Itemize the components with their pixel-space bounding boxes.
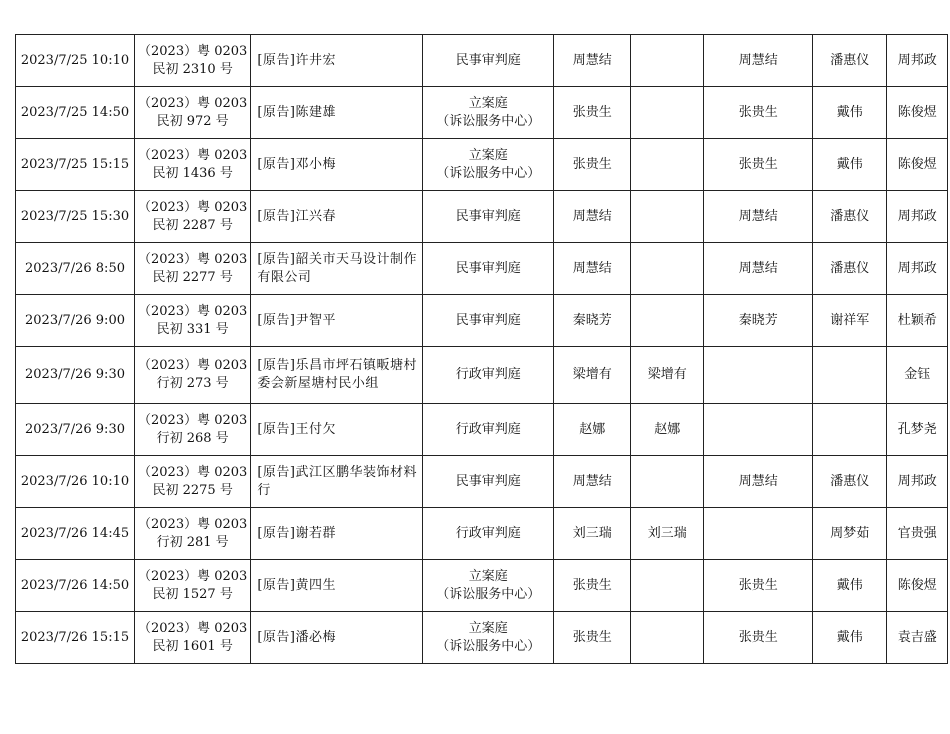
person-name: 张贵生 <box>572 629 612 645</box>
party-name: [原告]尹智平 <box>257 312 336 328</box>
person-cell-1 <box>554 508 631 560</box>
person-cell-3 <box>704 347 813 404</box>
case-number-cell <box>135 508 251 560</box>
person-name: 陈俊煜 <box>897 104 937 120</box>
case-number-cell <box>135 191 251 243</box>
person-name: 戴伟 <box>836 156 863 172</box>
court-division-cell <box>423 243 554 295</box>
court-division: 立案庭 <box>468 620 508 636</box>
party-cell <box>251 139 423 191</box>
person-cell-5 <box>887 243 948 295</box>
person-cell-5 <box>887 456 948 508</box>
person-name: 周梦茹 <box>830 525 870 541</box>
case-number-cell <box>135 404 251 456</box>
person-name: 张贵生 <box>738 629 778 645</box>
case-number-cell <box>135 560 251 612</box>
person-cell-4 <box>813 139 887 191</box>
person-cell-4 <box>813 295 887 347</box>
case-number-cell <box>135 35 251 87</box>
person-name: 周邦政 <box>897 208 937 224</box>
court-division-sub: （诉讼服务中心） <box>436 638 541 654</box>
hearing-time-cell <box>16 612 135 664</box>
person-name: 秦晓芳 <box>738 312 778 328</box>
person-name: 周慧结 <box>738 52 778 68</box>
person-name: 张贵生 <box>572 577 612 593</box>
case-number-id: 民初 2275 号 <box>152 482 233 498</box>
party-name: [原告]王付欠 <box>257 421 336 437</box>
person-cell-2 <box>631 456 704 508</box>
person-cell-5 <box>887 35 948 87</box>
table-row <box>16 295 948 347</box>
person-cell-2 <box>631 191 704 243</box>
court-division: 立案庭 <box>468 568 508 584</box>
court-division: 立案庭 <box>468 95 508 111</box>
person-name: 赵娜 <box>654 421 681 437</box>
person-name: 张贵生 <box>738 156 778 172</box>
person-name: 陈俊煜 <box>897 156 937 172</box>
person-name: 潘惠仪 <box>830 208 870 224</box>
person-cell-3 <box>704 191 813 243</box>
hearing-time-cell <box>16 87 135 139</box>
person-cell-5 <box>887 404 948 456</box>
person-name: 周邦政 <box>897 260 937 276</box>
person-cell-2 <box>631 87 704 139</box>
person-cell-5 <box>887 612 948 664</box>
person-cell-5 <box>887 347 948 404</box>
case-number-cell <box>135 139 251 191</box>
person-cell-1 <box>554 191 631 243</box>
person-cell-2 <box>631 404 704 456</box>
case-number-id: 民初 331 号 <box>156 321 229 337</box>
hearing-time: 2023/7/25 10:10 <box>20 52 130 68</box>
party-name: [原告]江兴春 <box>257 208 336 224</box>
court-division-cell <box>423 560 554 612</box>
party-name: [原告]韶关市天马设计制作有限公司 <box>257 251 417 285</box>
court-division-cell <box>423 191 554 243</box>
court-division: 民事审判庭 <box>455 312 521 328</box>
person-name: 潘惠仪 <box>830 52 870 68</box>
party-name: [原告]谢若群 <box>257 525 336 541</box>
person-name: 张贵生 <box>738 104 778 120</box>
case-number-year: （2023）粤 0203 <box>138 358 248 373</box>
table-row <box>16 87 948 139</box>
party-cell <box>251 404 423 456</box>
case-number-year: （2023）粤 0203 <box>138 95 248 111</box>
person-cell-4 <box>813 404 887 456</box>
hearing-time-cell <box>16 191 135 243</box>
hearing-time: 2023/7/26 8:50 <box>25 260 125 276</box>
table-row <box>16 612 948 664</box>
court-division-cell <box>423 87 554 139</box>
court-division-cell <box>423 456 554 508</box>
person-cell-5 <box>887 508 948 560</box>
person-cell-1 <box>554 404 631 456</box>
hearing-time: 2023/7/26 14:45 <box>20 525 130 541</box>
person-name: 赵娜 <box>579 421 606 437</box>
case-number-id: 行初 273 号 <box>156 376 229 391</box>
party-name: [原告]乐昌市坪石镇畈塘村委会新屋塘村民小组 <box>257 358 417 391</box>
hearing-time: 2023/7/26 10:10 <box>20 473 130 489</box>
hearing-time: 2023/7/25 15:15 <box>20 156 130 172</box>
person-cell-1 <box>554 295 631 347</box>
case-number-year: （2023）粤 0203 <box>138 251 248 267</box>
person-name: 梁增有 <box>647 367 687 382</box>
person-name: 戴伟 <box>836 104 863 120</box>
person-name: 潘惠仪 <box>830 473 870 489</box>
person-cell-2 <box>631 243 704 295</box>
person-cell-3 <box>704 139 813 191</box>
case-number-year: （2023）粤 0203 <box>138 303 248 319</box>
court-division: 行政审判庭 <box>455 421 521 437</box>
case-number-cell <box>135 295 251 347</box>
person-name: 周慧结 <box>572 52 612 68</box>
case-number-year: （2023）粤 0203 <box>138 464 248 480</box>
court-division: 行政审判庭 <box>455 367 521 382</box>
hearing-time-cell <box>16 347 135 404</box>
hearing-time: 2023/7/25 14:50 <box>20 104 130 120</box>
person-cell-2 <box>631 560 704 612</box>
person-name: 孔梦尧 <box>897 421 937 437</box>
person-name: 谢祥军 <box>830 312 870 328</box>
person-cell-4 <box>813 612 887 664</box>
party-cell <box>251 35 423 87</box>
person-cell-1 <box>554 87 631 139</box>
person-name: 秦晓芳 <box>572 312 612 328</box>
party-cell <box>251 295 423 347</box>
table-row <box>16 35 948 87</box>
person-name: 周邦政 <box>897 52 937 68</box>
hearing-time-cell <box>16 243 135 295</box>
person-cell-1 <box>554 612 631 664</box>
hearing-schedule-table <box>15 34 948 664</box>
person-cell-2 <box>631 35 704 87</box>
court-division-cell <box>423 508 554 560</box>
case-number-id: 民初 1527 号 <box>152 586 233 602</box>
person-cell-4 <box>813 456 887 508</box>
case-number-id: 民初 972 号 <box>156 113 229 129</box>
table-row <box>16 456 948 508</box>
person-cell-1 <box>554 347 631 404</box>
person-cell-3 <box>704 295 813 347</box>
person-cell-5 <box>887 295 948 347</box>
table-row <box>16 243 948 295</box>
person-cell-2 <box>631 612 704 664</box>
party-cell <box>251 243 423 295</box>
court-division: 立案庭 <box>468 147 508 163</box>
court-division: 民事审判庭 <box>455 473 521 489</box>
person-name: 官贵强 <box>897 525 937 541</box>
party-name: [原告]陈建雄 <box>257 104 336 120</box>
hearing-time-cell <box>16 560 135 612</box>
party-cell <box>251 347 423 404</box>
person-cell-1 <box>554 243 631 295</box>
court-division-cell <box>423 295 554 347</box>
person-cell-4 <box>813 560 887 612</box>
person-name: 戴伟 <box>836 577 863 593</box>
case-number-id: 行初 281 号 <box>156 534 229 550</box>
person-cell-5 <box>887 87 948 139</box>
court-division-cell <box>423 404 554 456</box>
person-name: 张贵生 <box>572 104 612 120</box>
person-cell-4 <box>813 35 887 87</box>
case-number-id: 民初 2277 号 <box>152 269 233 285</box>
person-name: 刘三瑞 <box>647 525 687 541</box>
case-number-year: （2023）粤 0203 <box>138 620 248 636</box>
person-cell-2 <box>631 347 704 404</box>
party-cell <box>251 87 423 139</box>
person-cell-3 <box>704 404 813 456</box>
court-division-cell <box>423 35 554 87</box>
person-name: 周慧结 <box>738 260 778 276</box>
person-name: 周慧结 <box>572 260 612 276</box>
person-cell-1 <box>554 35 631 87</box>
person-name: 梁增有 <box>572 367 612 382</box>
case-number-year: （2023）粤 0203 <box>138 568 248 584</box>
party-name: [原告]武江区鹏华装饰材料行 <box>257 464 417 498</box>
table-row <box>16 191 948 243</box>
person-cell-4 <box>813 347 887 404</box>
person-cell-2 <box>631 508 704 560</box>
party-name: [原告]邓小梅 <box>257 156 336 172</box>
person-name: 金钰 <box>904 367 931 382</box>
person-name: 刘三瑞 <box>572 525 612 541</box>
hearing-time: 2023/7/26 9:00 <box>25 312 125 328</box>
party-cell <box>251 191 423 243</box>
party-cell <box>251 456 423 508</box>
person-name: 周慧结 <box>738 208 778 224</box>
case-number-cell <box>135 87 251 139</box>
case-number-id: 民初 2287 号 <box>152 217 233 233</box>
case-number-id: 民初 1601 号 <box>152 638 233 654</box>
hearing-time: 2023/7/26 15:15 <box>20 629 130 645</box>
hearing-time-cell <box>16 456 135 508</box>
person-name: 陈俊煜 <box>897 577 937 593</box>
person-cell-2 <box>631 295 704 347</box>
court-division-sub: （诉讼服务中心） <box>436 586 541 602</box>
court-division: 民事审判庭 <box>455 208 521 224</box>
party-name: [原告]黄四生 <box>257 577 336 593</box>
case-number-cell <box>135 612 251 664</box>
person-name: 周邦政 <box>897 473 937 489</box>
hearing-time: 2023/7/26 9:30 <box>25 367 125 382</box>
case-number-cell <box>135 347 251 404</box>
table-row <box>16 404 948 456</box>
case-number-id: 民初 1436 号 <box>152 165 233 181</box>
party-cell <box>251 612 423 664</box>
person-name: 杜颖希 <box>897 312 937 328</box>
court-division: 行政审判庭 <box>455 525 521 541</box>
case-number-id: 民初 2310 号 <box>152 61 233 77</box>
hearing-time: 2023/7/26 14:50 <box>20 577 130 593</box>
court-division-sub: （诉讼服务中心） <box>436 113 541 129</box>
person-cell-3 <box>704 35 813 87</box>
hearing-time: 2023/7/26 9:30 <box>25 421 125 437</box>
court-division-sub: （诉讼服务中心） <box>436 165 541 181</box>
person-name: 周慧结 <box>572 208 612 224</box>
court-division: 民事审判庭 <box>455 260 521 276</box>
court-division-cell <box>423 139 554 191</box>
person-cell-3 <box>704 508 813 560</box>
hearing-time: 2023/7/25 15:30 <box>20 208 130 224</box>
person-name: 张贵生 <box>572 156 612 172</box>
party-name: [原告]许井宏 <box>257 52 336 68</box>
court-division-cell <box>423 347 554 404</box>
person-name: 潘惠仪 <box>830 260 870 276</box>
case-number-id: 行初 268 号 <box>156 430 229 446</box>
person-cell-4 <box>813 508 887 560</box>
table-row <box>16 139 948 191</box>
table-row <box>16 508 948 560</box>
person-cell-4 <box>813 87 887 139</box>
table-row <box>16 347 948 404</box>
person-cell-4 <box>813 243 887 295</box>
case-number-year: （2023）粤 0203 <box>138 147 248 163</box>
person-cell-5 <box>887 191 948 243</box>
case-number-cell <box>135 456 251 508</box>
party-name: [原告]潘必梅 <box>257 629 336 645</box>
case-number-cell <box>135 243 251 295</box>
person-cell-1 <box>554 560 631 612</box>
hearing-time-cell <box>16 508 135 560</box>
hearing-time-cell <box>16 139 135 191</box>
person-name: 周慧结 <box>738 473 778 489</box>
hearing-time-cell <box>16 35 135 87</box>
person-cell-1 <box>554 139 631 191</box>
person-cell-5 <box>887 139 948 191</box>
court-division-cell <box>423 612 554 664</box>
person-name: 张贵生 <box>738 577 778 593</box>
person-cell-4 <box>813 191 887 243</box>
person-name: 戴伟 <box>836 629 863 645</box>
person-cell-3 <box>704 87 813 139</box>
person-cell-3 <box>704 456 813 508</box>
hearing-time-cell <box>16 404 135 456</box>
case-number-year: （2023）粤 0203 <box>138 412 248 428</box>
party-cell <box>251 508 423 560</box>
person-cell-5 <box>887 560 948 612</box>
table-row <box>16 560 948 612</box>
person-cell-1 <box>554 456 631 508</box>
case-number-year: （2023）粤 0203 <box>138 199 248 215</box>
person-name: 袁吉盛 <box>897 629 937 645</box>
party-cell <box>251 560 423 612</box>
court-division: 民事审判庭 <box>455 52 521 68</box>
hearing-time-cell <box>16 295 135 347</box>
person-cell-2 <box>631 139 704 191</box>
case-number-year: （2023）粤 0203 <box>138 516 248 532</box>
case-number-year: （2023）粤 0203 <box>138 43 248 59</box>
person-cell-3 <box>704 560 813 612</box>
person-cell-3 <box>704 243 813 295</box>
person-cell-3 <box>704 612 813 664</box>
person-name: 周慧结 <box>572 473 612 489</box>
